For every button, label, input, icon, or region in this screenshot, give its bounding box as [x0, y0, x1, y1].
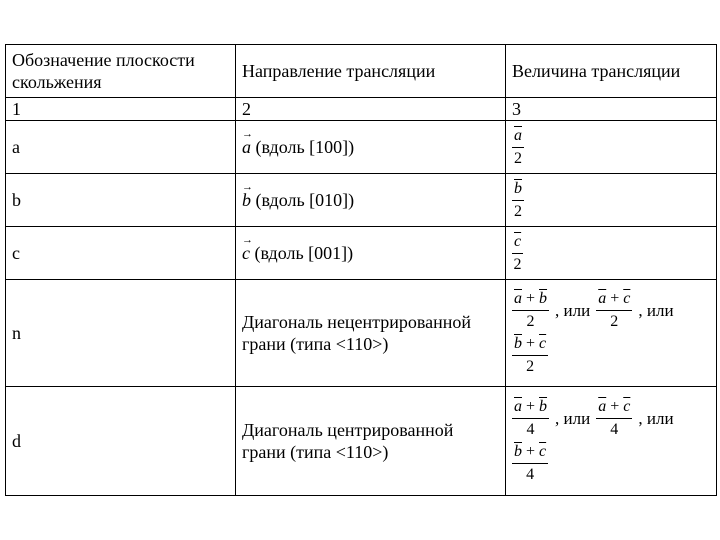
translation-magnitude — [506, 280, 717, 387]
plane-symbol: b — [6, 174, 236, 227]
direction-text: (вдоль [010]) — [255, 190, 355, 210]
vector-b: → b — [242, 189, 251, 211]
fraction-denominator: 2 — [514, 149, 522, 167]
or-separator: , или — [555, 408, 591, 428]
fraction: $\frac{\overline{b} + \overline{c}}{2}$ — [514, 335, 547, 375]
vector-a: → a — [242, 136, 251, 158]
plane-symbol: d — [6, 387, 236, 496]
table-row — [6, 174, 717, 227]
translation-direction: Диагональ центрированной грани (типа <110>) — [236, 387, 506, 496]
translation-magnitude — [506, 121, 717, 174]
glide-plane-table — [5, 44, 717, 496]
fraction-numerator: $\overline{c}$ — [512, 233, 523, 254]
header-magnitude: Величина трансляции — [506, 45, 717, 98]
fraction-denominator: 2 — [513, 255, 522, 273]
plane-symbol: c — [6, 227, 236, 280]
or-separator: , или — [638, 300, 674, 320]
translation-direction — [236, 174, 506, 227]
fraction — [512, 127, 524, 168]
fraction: $\frac{\overline{b} + \overline{c}}{4}$ — [514, 443, 547, 483]
fraction — [512, 180, 524, 221]
translation-direction: Диагональ нецентрированной грани (типа <110>) — [236, 280, 506, 387]
translation-magnitude — [506, 227, 717, 280]
column-number: 3 — [506, 98, 717, 121]
header-symbol: Обозначение плоскости скольжения — [6, 45, 236, 98]
translation-magnitude — [506, 387, 717, 496]
column-number: 1 — [6, 98, 236, 121]
table-row — [6, 280, 717, 387]
translation-magnitude — [506, 174, 717, 227]
fraction-numerator: $\overline{a}$ — [512, 127, 524, 148]
column-number-row — [6, 98, 717, 121]
fraction: $\frac{\overline{a} + \overline{b}}{4}$ — [514, 398, 548, 438]
plane-symbol: n — [6, 280, 236, 387]
fraction: $\frac{\overline{a} + \overline{c}}{4}$ — [598, 398, 631, 438]
header-direction: Направление трансляции — [236, 45, 506, 98]
table-row — [6, 387, 717, 496]
fraction-denominator: 2 — [514, 202, 522, 220]
fraction: $\frac{\overline{a} + \overline{c}}{2}$ — [598, 290, 631, 330]
column-number: 2 — [236, 98, 506, 121]
header-row — [6, 45, 717, 98]
fraction — [512, 233, 523, 274]
fraction: $\frac{\overline{a} + \overline{b}}{2}$ — [514, 290, 548, 330]
table-row — [6, 121, 717, 174]
plane-symbol: a — [6, 121, 236, 174]
or-separator: , или — [638, 408, 674, 428]
direction-text: (вдоль [001]) — [254, 243, 354, 263]
table-row — [6, 227, 717, 280]
or-separator: , или — [555, 300, 591, 320]
fraction-numerator: $\overline{b}$ — [512, 180, 524, 201]
vector-c: → c — [242, 242, 250, 264]
translation-direction — [236, 227, 506, 280]
direction-text: (вдоль [100]) — [255, 137, 355, 157]
translation-direction — [236, 121, 506, 174]
